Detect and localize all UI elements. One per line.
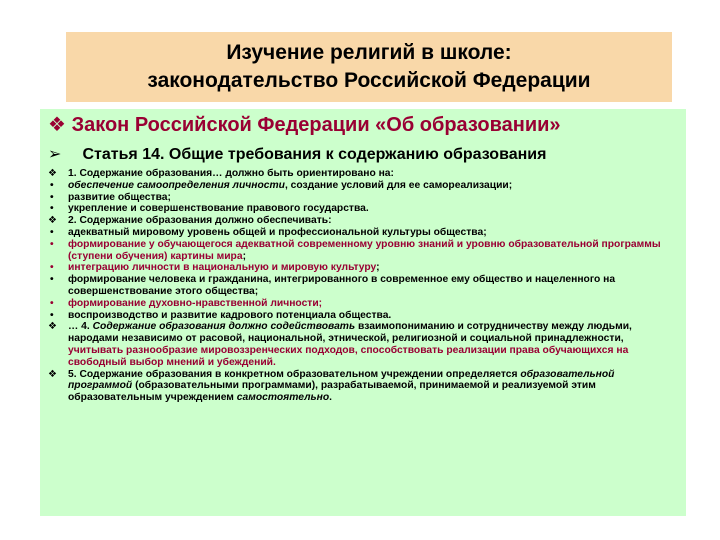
list-item: [48, 180, 673, 192]
law-heading-text: Закон Российской Федерации «Об образовании»: [71, 114, 561, 136]
list-item: [48, 203, 673, 215]
law-heading: [48, 113, 561, 137]
list-item-text: 1. Содержание образования… должно быть ориентировано на:: [68, 168, 394, 179]
list-item-text: укрепление и совершенствование правового государства.: [68, 203, 369, 215]
slide-title-box: [66, 32, 672, 102]
list-item-text: 5. Содержание образования в конкретном образовательном учреждении определяется образовательной программой (образовательными программами), разрабатываемой, принимаемой и реализуемой этим образовательным учреждением самостоятельно.: [68, 368, 615, 404]
bullet-icon: •: [50, 309, 54, 321]
slide-title-line1: Изучение религий в школе:: [226, 41, 512, 64]
list-item: [48, 239, 673, 263]
list-item: [48, 369, 673, 404]
article-heading: [48, 145, 546, 165]
list-item-text: … 4. Содержание образования должно содействовать взаимопониманию и сотрудничеству между людьми, народами независимо от расовой, национальной, этнической, религиозной и социальной принадлежности, учитывать разнообразие мировоззренческих подходов, способствовать реализации права обучающихся на свободный выбор мнений и убеждений.: [68, 321, 632, 368]
list-item: [48, 321, 673, 368]
diamond-bullet-icon: ❖: [48, 114, 66, 136]
list-item-text: обеспечение самоопределения личности, создание условий для ее самореализации;: [68, 179, 513, 191]
article-heading-text: Статья 14. Общие требования к содержанию образования: [82, 146, 547, 163]
list-item: [48, 227, 673, 239]
bullet-icon: •: [50, 191, 54, 203]
slide-title-line2: законодательство Российской Федерации: [147, 69, 591, 92]
bullet-icon: •: [50, 262, 54, 274]
diamond-bullet-icon: ❖: [48, 321, 57, 333]
diamond-bullet-icon: ❖: [48, 215, 57, 227]
list-item: [48, 215, 673, 227]
list-item: [48, 310, 673, 322]
bullet-icon: •: [50, 274, 54, 286]
bullet-icon: •: [50, 179, 54, 191]
list-item: [48, 274, 673, 298]
diamond-bullet-icon: ❖: [48, 168, 57, 179]
diamond-bullet-icon: ❖: [48, 368, 57, 380]
list-item-text: адекватный мировому уровень общей и профессиональной культуры общества;: [68, 226, 487, 238]
list-item-text: 2. Содержание образования должно обеспечивать:: [68, 215, 332, 227]
list-item-text: формирование человека и гражданина, интегрированного в современное ему общество и нацеленного на совершенствование этого общества;: [68, 274, 616, 297]
list-item: [48, 298, 673, 310]
bullet-icon: •: [50, 226, 54, 238]
list-item-text: формирование у обучающегося адекватной современному уровню знаний и уровню образовательной программы (ступени обучения) картины мира;: [68, 238, 661, 262]
list-item: [48, 168, 673, 180]
list-item-text: формирование духовно-нравственной личности;: [68, 297, 323, 309]
bullet-icon: •: [50, 297, 54, 309]
list-item-text: развитие общества;: [68, 191, 171, 203]
list-item: [48, 192, 673, 204]
bullet-icon: •: [50, 238, 54, 250]
bullet-icon: •: [50, 203, 54, 215]
list-item-text: интеграцию личности в национальную и мировую культуру;: [68, 262, 380, 274]
list-item: [48, 262, 673, 274]
requirements-list: [48, 168, 673, 404]
list-item-text: воспроизводство и развитие кадрового потенциала общества.: [68, 309, 392, 321]
arrow-bullet-icon: ➢: [48, 146, 62, 163]
